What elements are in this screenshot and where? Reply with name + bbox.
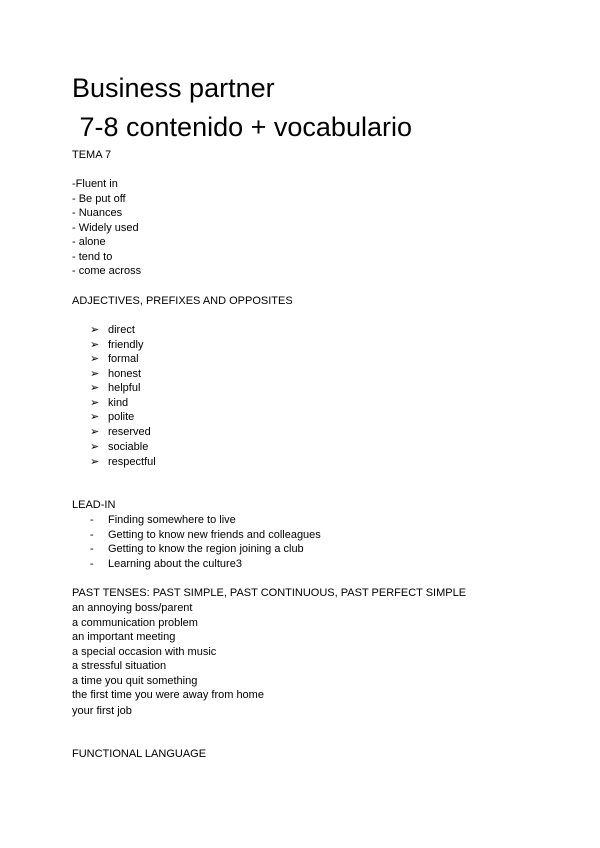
document-subtitle: 7-8 contenido + vocabulario <box>72 112 412 142</box>
lead-in-item: - Finding somewhere to live <box>90 514 236 526</box>
lead-in-item: - Learning about the culture3 <box>90 558 242 570</box>
adjective-item: ➢ kind <box>90 397 129 409</box>
adjective-item: ➢ reserved <box>90 426 151 438</box>
adjective-item: ➢ friendly <box>90 339 144 351</box>
arrow-bullet-icon: ➢ <box>90 382 100 394</box>
lead-in-item: - Getting to know the region joining a club <box>90 543 304 555</box>
arrow-bullet-icon: ➢ <box>90 411 100 423</box>
past-tenses-item: an annoying boss/parent <box>72 602 193 614</box>
adjective-item: ➢ honest <box>90 368 142 380</box>
past-tenses-item: the first time you were away from home <box>72 689 264 701</box>
past-tenses-heading: PAST TENSES: PAST SIMPLE, PAST CONTINUOUS, PAST PERFECT SIMPLE <box>72 587 467 599</box>
adjective-item: ➢ respectful <box>90 456 156 468</box>
arrow-bullet-icon: ➢ <box>90 426 100 438</box>
past-tenses-item: a stressful situation <box>72 660 167 672</box>
arrow-bullet-icon: ➢ <box>90 456 100 468</box>
tema7-item: - tend to <box>72 251 113 263</box>
lead-in-heading: LEAD-IN <box>72 499 116 511</box>
tema7-item: - Widely used <box>72 222 139 234</box>
arrow-bullet-icon: ➢ <box>90 368 100 380</box>
adjective-item: ➢ formal <box>90 353 139 365</box>
functional-language-heading: FUNCTIONAL LANGUAGE <box>72 748 207 760</box>
adjective-item: ➢ sociable <box>90 441 149 453</box>
past-tenses-item: a communication problem <box>72 617 198 629</box>
tema7-item: - come across <box>72 265 142 277</box>
adjectives-heading: ADJECTIVES, PREFIXES AND OPPOSITES <box>72 295 293 307</box>
tema7-heading: TEMA 7 <box>72 149 112 161</box>
tema7-item: -Fluent in <box>72 178 118 190</box>
document-title: Business partner <box>72 73 275 103</box>
arrow-bullet-icon: ➢ <box>90 397 100 409</box>
arrow-bullet-icon: ➢ <box>90 441 100 453</box>
past-tenses-item: your first job <box>72 705 132 717</box>
adjective-item: ➢ polite <box>90 411 135 423</box>
past-tenses-item: a time you quit something <box>72 675 198 687</box>
tema7-item: - Be put off <box>72 193 126 205</box>
adjective-item: ➢ helpful <box>90 382 141 394</box>
past-tenses-item: a special occasion with music <box>72 646 217 658</box>
tema7-item: - alone <box>72 236 106 248</box>
arrow-bullet-icon: ➢ <box>90 339 100 351</box>
adjective-item: ➢ direct <box>90 324 135 336</box>
tema7-item: - Nuances <box>72 207 123 219</box>
arrow-bullet-icon: ➢ <box>90 324 100 336</box>
past-tenses-item: an important meeting <box>72 631 176 643</box>
lead-in-item: - Getting to know new friends and colleagues <box>90 529 321 541</box>
arrow-bullet-icon: ➢ <box>90 353 100 365</box>
